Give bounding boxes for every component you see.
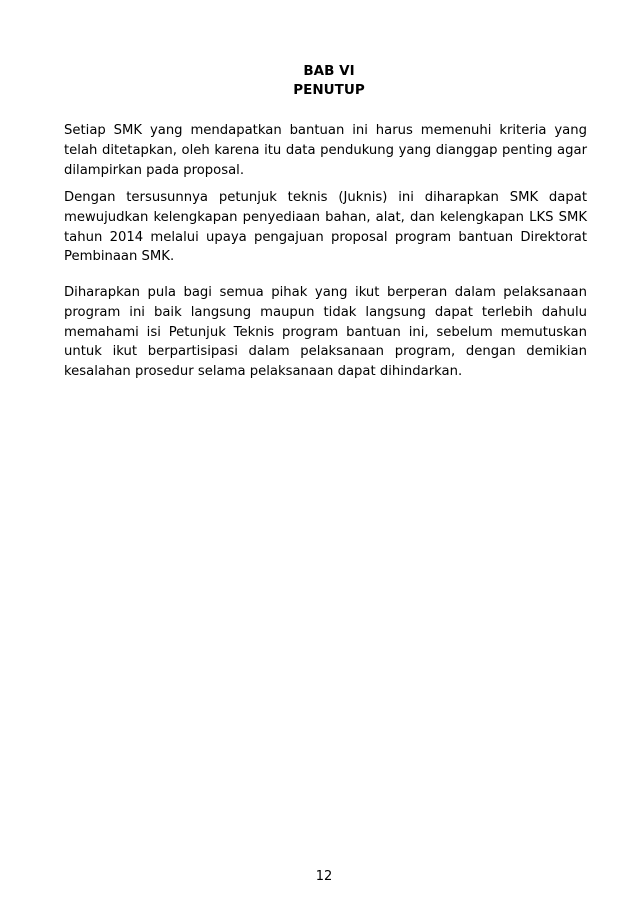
- paragraph-requirements: Setiap SMK yang mendapatkan bantuan ini harus memenuhi kriteria yang telah ditetapkan, oleh karena itu data pendukung yang dianggap penting agar dilampirkan pada proposal.: [64, 123, 587, 178]
- chapter-number: BAB VI: [303, 63, 355, 79]
- chapter-title: PENUTUP: [293, 82, 365, 98]
- page-number: 12: [315, 869, 333, 884]
- paragraph-juknis-purpose: Dengan tersusunnya petunjuk teknis (Juknis) ini diharapkan SMK dapat mewujudkan kelengkapan penyediaan bahan, alat, dan kelengkapan LKS SMK tahun 2014 melalui upaya pengajuan proposal program bantuan Direktorat Pembinaan SMK.: [64, 190, 587, 265]
- paragraph-closing-hope: Diharapkan pula bagi semua pihak yang ikut berperan dalam pelaksanaan program ini baik langsung maupun tidak langsung dapat terlebih dahulu memahami isi Petunjuk Teknis program bantuan ini, sebelum memutuskan untuk ikut berpartisipasi dalam pelaksanaan program, dengan demikian kesalahan prosedur selama pelaksanaan dapat dihindarkan.: [64, 285, 587, 380]
